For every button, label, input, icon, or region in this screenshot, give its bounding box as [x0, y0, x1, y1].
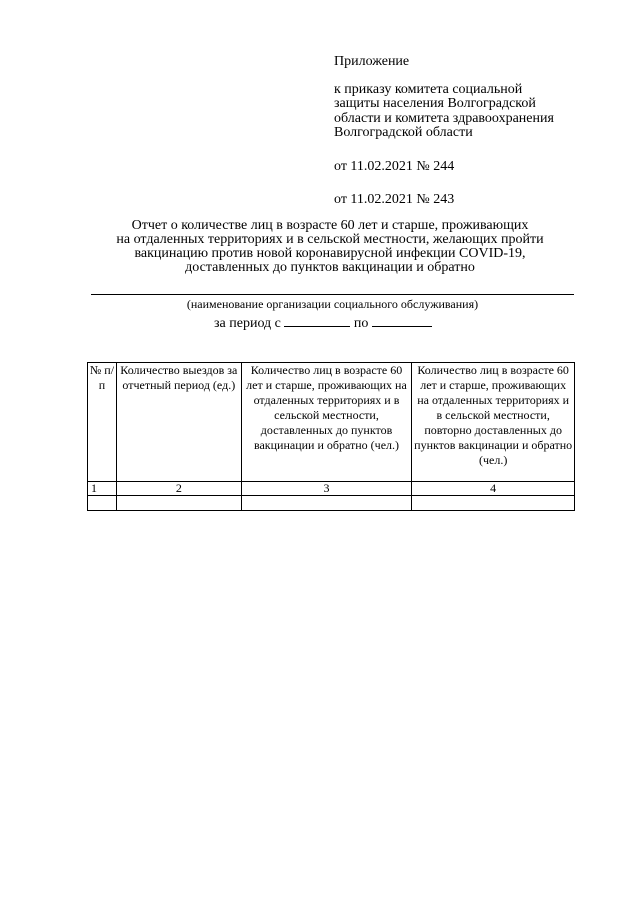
- report-period: [214, 313, 432, 332]
- period-start-blank[interactable]: [284, 313, 350, 327]
- appendix-line: защиты населения Волгоградской: [334, 96, 536, 111]
- appendix-line: области и комитета здравоохранения: [334, 110, 554, 126]
- period-prefix: за период с: [214, 316, 281, 331]
- header-delivered: Количество лиц в возрасте 60 лет и старше, проживающих на отдаленных территориях и в сельской местности, доставленных до пунктов вакцинации и обратно (чел.): [241, 363, 412, 482]
- order-reference-2: от 11.02.2021 № 243: [334, 192, 455, 207]
- column-number: 2: [116, 482, 241, 496]
- column-number: 1: [88, 482, 117, 496]
- table-row[interactable]: [88, 496, 575, 511]
- organization-caption: (наименование организации социального обслуживания): [186, 297, 479, 311]
- header-trips: Количество выездов за отчетный период (ед.): [116, 363, 241, 482]
- table-cell[interactable]: [116, 496, 241, 511]
- report-title-line: Отчет о количестве лиц в возрасте 60 лет и старше, проживающих: [131, 218, 529, 233]
- report-title-line: на отдаленных территориях и в сельской местности, желающих пройти: [116, 232, 544, 247]
- header-number: № п/п: [88, 363, 117, 482]
- organization-name-line[interactable]: [91, 294, 574, 295]
- report-table: [87, 362, 575, 511]
- table-cell[interactable]: [241, 496, 412, 511]
- table-cell[interactable]: [412, 496, 575, 511]
- table-cell[interactable]: [88, 496, 117, 511]
- report-title-line: вакцинацию против новой коронавирусной инфекции COVID-19,: [134, 246, 526, 261]
- report-title: [70, 219, 590, 275]
- order-reference-1: от 11.02.2021 № 244: [334, 158, 455, 174]
- header-redelivered: Количество лиц в возрасте 60 лет и старше, проживающих на отдаленных территориях и в сельской местности, повторно доставленных до пунктов вакцинации и обратно (чел.): [412, 363, 575, 482]
- period-end-blank[interactable]: [372, 313, 432, 327]
- column-number-row: [88, 482, 575, 496]
- report-title-line: доставленных до пунктов вакцинации и обратно: [185, 260, 475, 275]
- table-header-row: [88, 363, 575, 482]
- appendix-line: Волгоградской области: [334, 125, 473, 140]
- appendix-title: Приложение: [334, 54, 410, 69]
- column-number: 4: [412, 482, 575, 496]
- period-mid: по: [353, 316, 369, 331]
- column-number: 3: [241, 482, 412, 496]
- appendix-block: [334, 55, 594, 208]
- appendix-line: к приказу комитета социальной: [334, 81, 523, 97]
